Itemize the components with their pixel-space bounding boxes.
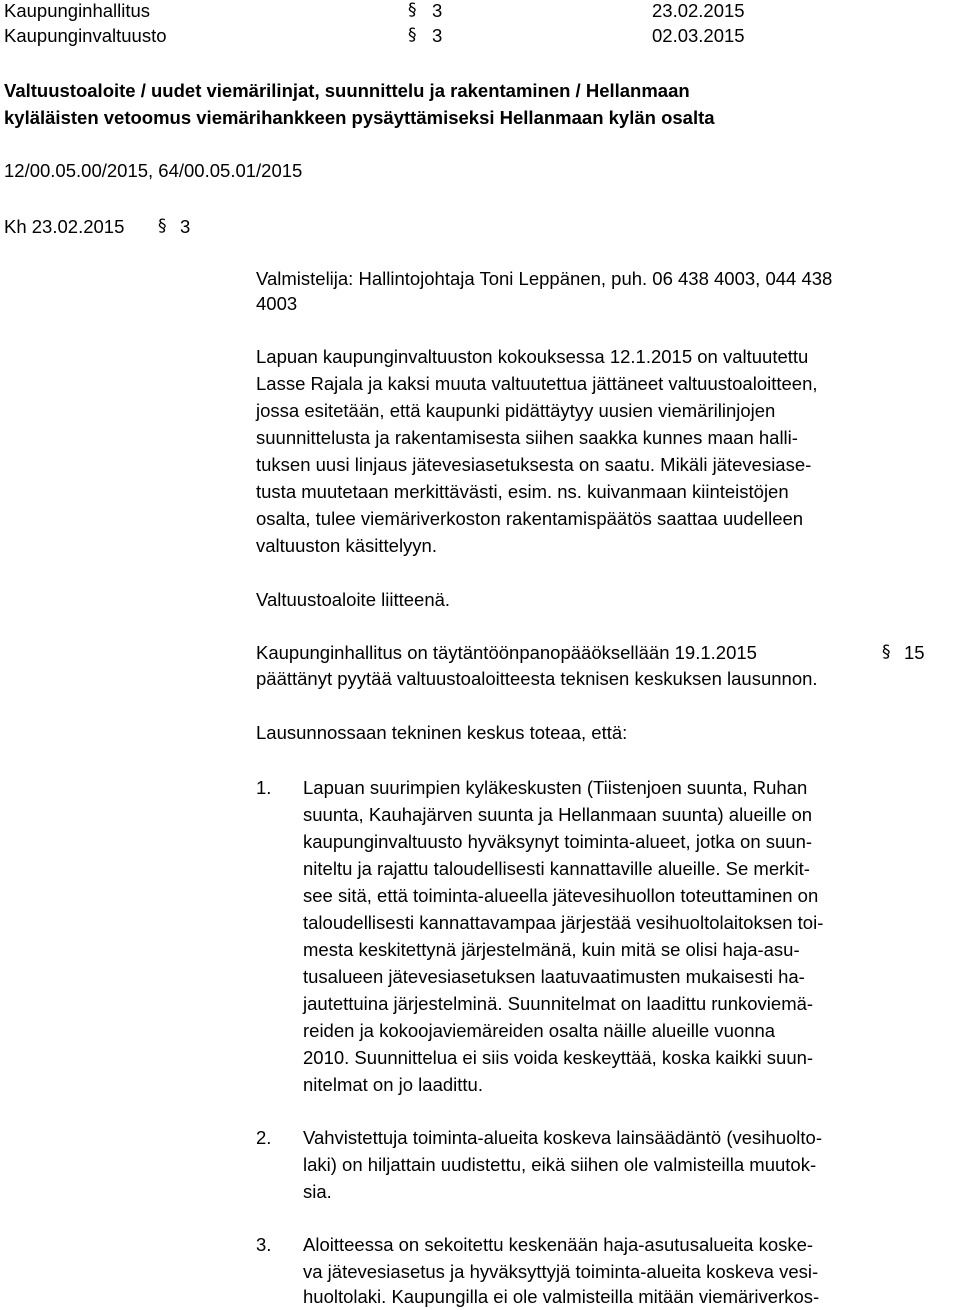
header-number-1: 3 <box>432 0 443 21</box>
paragraph-line: Lasse Rajala ja kaksi muuta valtuutettua jättäneet valtuustoaloitteen, <box>256 373 818 394</box>
reference-numbers: 12/00.05.00/2015, 64/00.05.01/2015 <box>4 160 303 181</box>
paragraph-line: osalta, tulee viemäriverkoston rakentamispäätös saattaa uudelleen <box>256 508 804 529</box>
list-item-line: tusalueen jätevesiasetuksen laatuvaatimusten mukaisesti ha- <box>303 966 805 987</box>
list-item-line: taloudellisesti kannattavampaa järjestää vesihuoltolaitoksen toi- <box>303 912 824 933</box>
list-item-line: mesta keskitettynä järjestelmänä, kuin mitä se olisi haja-asu- <box>303 939 800 960</box>
list-item-line: nitelmat on jo laadittu. <box>303 1074 483 1095</box>
paragraph-line: tusta muutetaan merkittävästi, esim. ns. kuivanmaan kiinteistöjen <box>256 481 789 502</box>
section-sign-icon: § <box>158 216 167 236</box>
kh-number: 3 <box>180 216 191 237</box>
list-item-line: Aloitteessa on sekoitettu keskenään haja-asutusalueita koske- <box>303 1234 814 1255</box>
attachment-note: Valtuustoaloite liitteenä. <box>256 589 451 610</box>
paragraph-line: Kaupunginhallitus on täytäntöönpanopääöksellään 19.1.2015 <box>256 642 757 663</box>
list-item-line: Vahvistettuja toiminta-alueita koskeva lainsäädäntö (vesihuolto- <box>303 1127 822 1148</box>
preparer-line: 4003 <box>256 293 298 314</box>
list-item-line: jautettuina järjestelminä. Suunnitelmat on laadittu runkoviemä- <box>303 993 814 1014</box>
list-item-line: huoltolaki. Kaupungilla ei ole valmisteilla mitään viemäriverkos- <box>303 1286 820 1307</box>
header-number-2: 3 <box>432 25 443 46</box>
header-date-2: 02.03.2015 <box>652 25 745 46</box>
list-item-line: kaupunginvaltuusto hyväksynyt toiminta-alueet, jotka on suun- <box>303 831 813 852</box>
list-item-line: suunta, Kauhajärven suunta ja Hellanmaan suunta) alueille on <box>303 804 813 825</box>
paragraph-line: jossa esitetään, että kaupunki pidättäytyy uusien viemärilinjojen <box>256 400 776 421</box>
list-item-number: 3. <box>256 1234 272 1255</box>
header-body-2: Kaupunginvaltuusto <box>4 25 167 46</box>
section-sign-icon: § <box>408 0 417 20</box>
list-item-number: 1. <box>256 777 272 798</box>
list-item-line: laki) on hiljattain uudistettu, eikä siihen ole valmisteilla muutok- <box>303 1154 817 1175</box>
paragraph-line: Lapuan kaupunginvaltuuston kokouksessa 12.1.2015 on valtuutettu <box>256 346 809 367</box>
preparer-line: Valmistelija: Hallintojohtaja Toni Leppänen, puh. 06 438 4003, 044 438 <box>256 268 833 289</box>
list-item-line: sia. <box>303 1181 332 1202</box>
paragraph-line: valtuuston käsittelyyn. <box>256 535 437 556</box>
header-body-1: Kaupunginhallitus <box>4 0 151 21</box>
list-item-line: va jätevesiasetus ja hyväksyttyjä toiminta-alueita koskeva vesi- <box>303 1261 819 1282</box>
section-sign-icon: § <box>408 25 417 45</box>
list-item-line: niteltu ja rajattu taloudellisesti kannattaville alueille. Se merkit- <box>303 858 810 879</box>
paragraph-line: tuksen uusi linjaus jätevesiasetuksesta on saatu. Mikäli jätevesiase- <box>256 454 812 475</box>
statement-intro: Lausunnossaan tekninen keskus toteaa, että: <box>256 722 628 743</box>
list-item-number: 2. <box>256 1127 272 1148</box>
list-item-line: Lapuan suurimpien kyläkeskusten (Tiistenjoen suunta, Ruhan <box>303 777 808 798</box>
list-item-line: reiden ja kokoojaviemäreiden osalta näille alueille vuonna <box>303 1020 776 1041</box>
title-line-1: Valtuustoaloite / uudet viemärilinjat, suunnittelu ja rakentaminen / Hellanmaan <box>4 80 690 101</box>
header-date-1: 23.02.2015 <box>652 0 745 21</box>
title-line-2: kyläläisten vetoomus viemärihankkeen pysäyttämiseksi Hellanmaan kylän osalta <box>4 107 715 128</box>
decision-section-number: 15 <box>904 642 925 663</box>
paragraph-line: päättänyt pyytää valtuustoaloitteesta teknisen keskuksen lausunnon. <box>256 668 818 689</box>
section-sign-icon: § <box>882 642 891 662</box>
list-item-line: see sitä, että toiminta-alueella jätevesihuollon toteuttaminen on <box>303 885 819 906</box>
kh-date: Kh 23.02.2015 <box>4 216 125 237</box>
list-item-line: 2010. Suunnittelua ei siis voida keskeyttää, koska kaikki suun- <box>303 1047 814 1068</box>
paragraph-line: suunnittelusta ja rakentamisesta siihen saakka kunnes maan halli- <box>256 427 798 448</box>
